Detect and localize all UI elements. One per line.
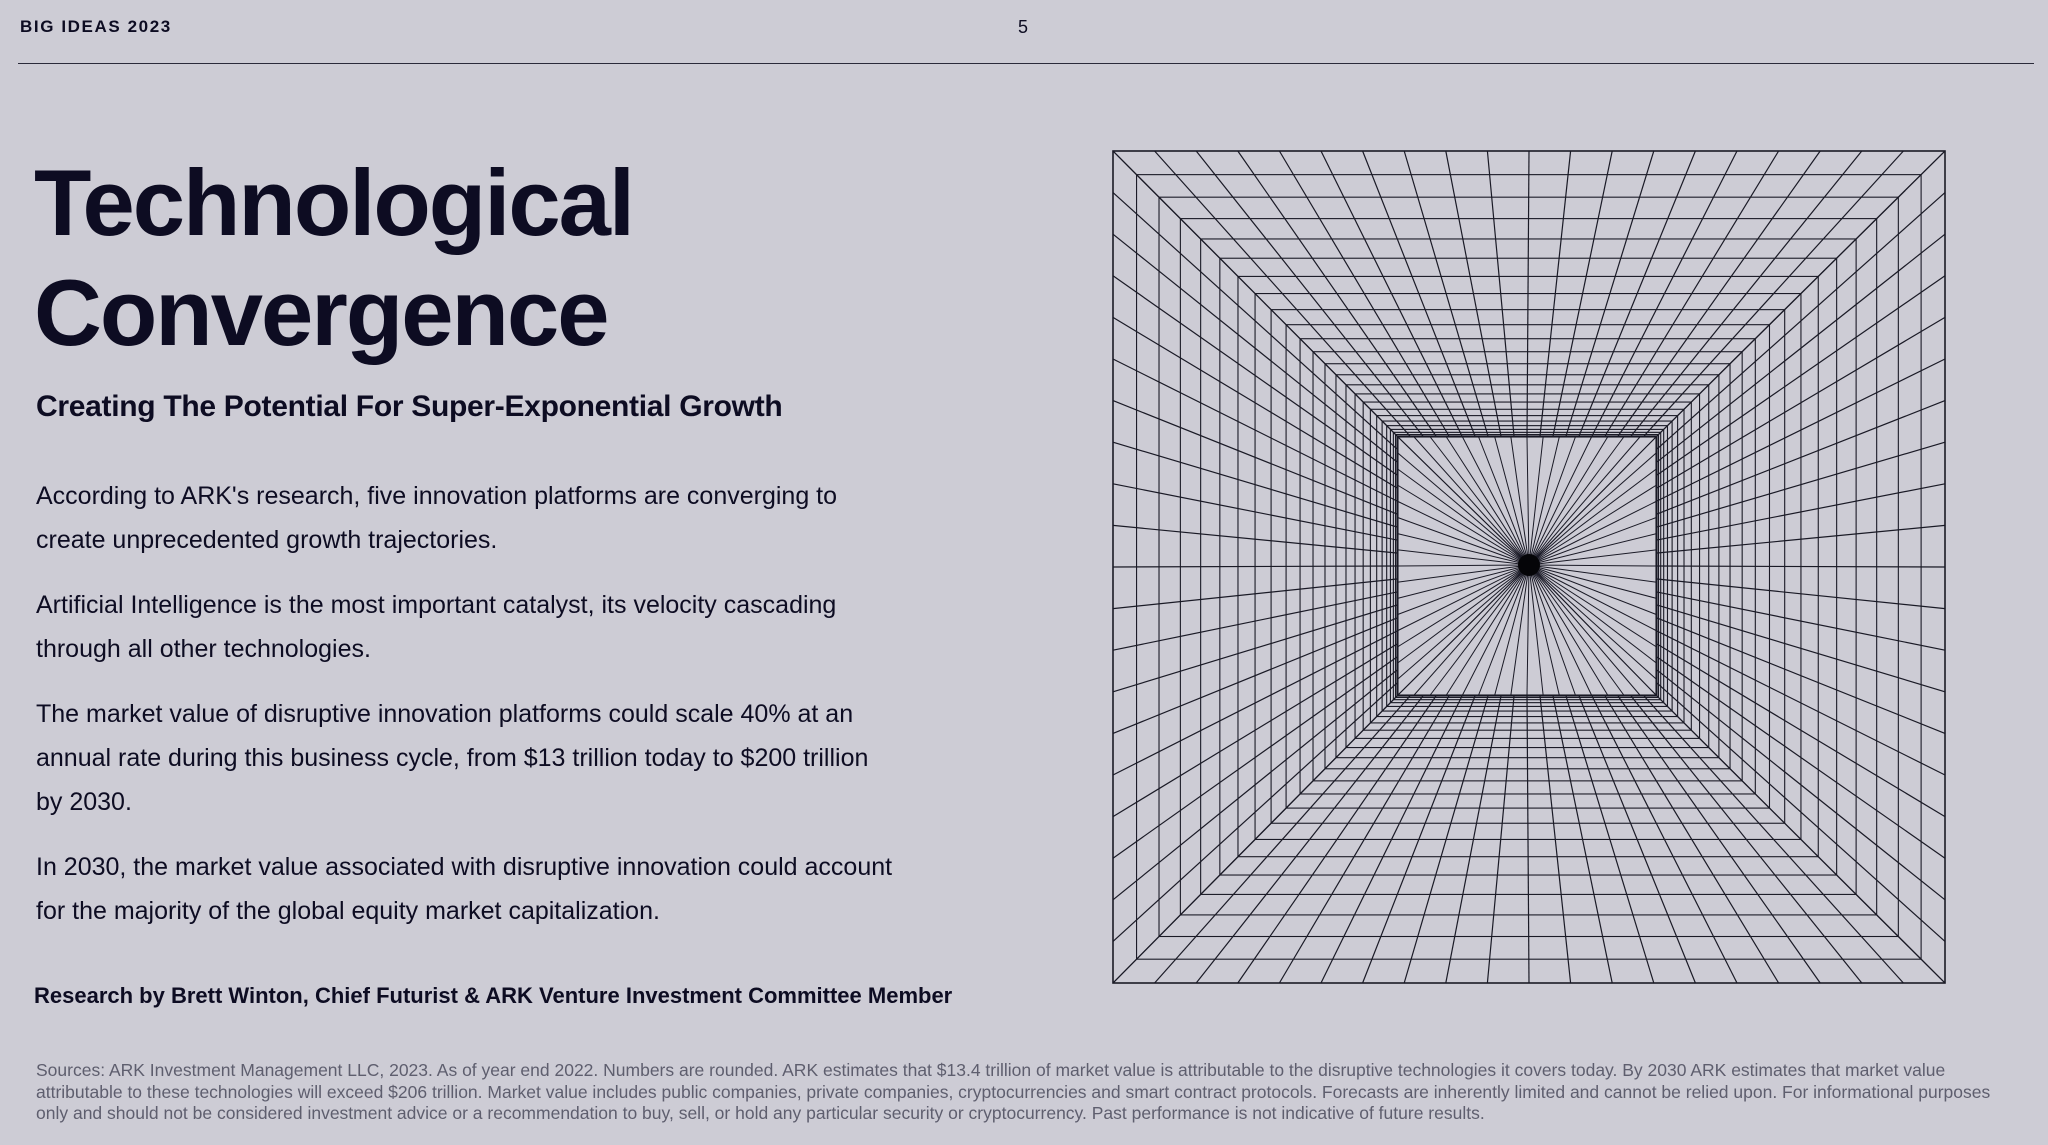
tunnel-grid-svg — [1112, 150, 1946, 984]
grid-line — [1527, 437, 1529, 565]
paragraph: According to ARK's research, five innovation platforms are converging to create unprecedented growth trajectories. — [36, 482, 838, 554]
grid-line — [1398, 437, 1529, 565]
grid-line — [1529, 565, 1656, 695]
grid-line — [1479, 437, 1529, 565]
grid-line — [1529, 565, 1656, 566]
grid-line — [1446, 565, 1529, 695]
grid-line — [1529, 565, 1656, 631]
grid-line — [1398, 565, 1529, 614]
grid-line — [1398, 565, 1529, 566]
grid-line — [1529, 437, 1640, 565]
body-text — [36, 474, 896, 954]
grid-line — [1529, 565, 1656, 647]
header-divider — [18, 63, 2034, 64]
grid-line — [1398, 565, 1529, 647]
grid-line — [1463, 437, 1530, 565]
grid-line — [1398, 502, 1529, 566]
perspective-tunnel-illustration — [1112, 150, 1946, 984]
grid-line — [1527, 565, 1529, 695]
header-brand: BIG IDEAS 2023 — [20, 17, 172, 36]
page-title — [34, 148, 633, 368]
grid-line — [1398, 565, 1529, 695]
grid-line — [1430, 437, 1529, 565]
grid-line — [1529, 453, 1656, 565]
grid-line — [1430, 565, 1529, 695]
grid-line — [1463, 565, 1530, 695]
research-credit: Research by Brett Winton, Chief Futurist & ARK Venture Investment Committee Member — [34, 983, 953, 1008]
grid-line — [1398, 469, 1529, 565]
paragraph: Artificial Intelligence is the most important catalyst, its velocity cascading through all other technologies. — [36, 591, 837, 663]
vanishing-point — [1518, 554, 1540, 576]
grid-line — [1398, 565, 1529, 631]
page-number: 5 — [1018, 17, 1029, 37]
title-line-1: Technological — [34, 150, 633, 255]
page-subtitle: Creating The Potential For Super-Exponential Growth — [36, 390, 783, 423]
grid-line — [1529, 565, 1640, 695]
grid-line — [1529, 565, 1656, 614]
paragraph: The market value of disruptive innovation platforms could scale 40% at an annual rate during this business cycle, from $13 trillion today to $200 trillion by 2030. — [36, 700, 869, 816]
grid-line — [1529, 565, 1624, 695]
sources-disclaimer: Sources: ARK Investment Management LLC, 2023. As of year end 2022. Numbers are rounded. ARK estimates that $13.4 trillion of market value is attributable to the disruptive technologies it covers today. By 2030 ARK estimates that market value attributable to these technologies will exceed $206 trillion. Market value includes public companies, private companies, cryptocurrencies and smart contract protocols. Forecasts are inherently limited and cannot be relied upon. For informational purposes only and should not be considered investment advice or a recommendation to buy, sell, or hold any particular security or cryptocurrency. Past performance is not indicative of future results. — [36, 1060, 1991, 1123]
grid-line — [1398, 534, 1529, 565]
grid-line — [1529, 437, 1656, 565]
grid-line — [1529, 437, 1624, 565]
grid-line — [1446, 437, 1529, 565]
grid-line — [1398, 453, 1529, 565]
title-line-2: Convergence — [34, 260, 608, 365]
grid-line — [1479, 565, 1529, 695]
paragraph: In 2030, the market value associated with disruptive innovation could account for the majority of the global equity market capitalization. — [36, 853, 893, 925]
